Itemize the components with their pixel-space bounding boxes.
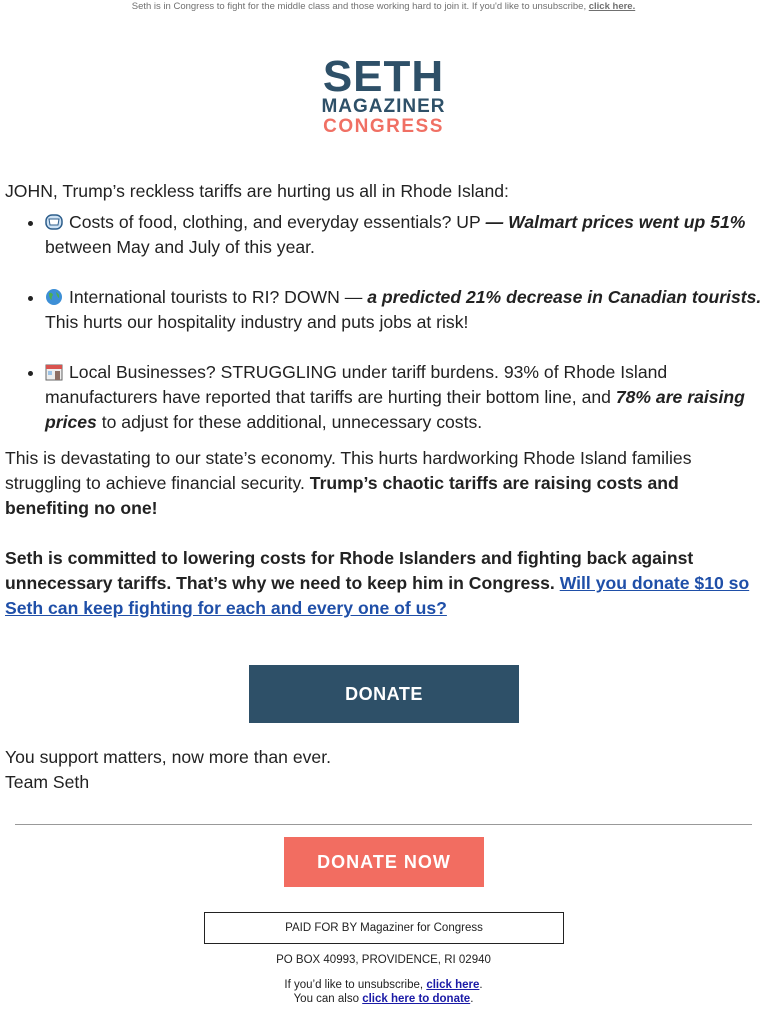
bullet-1-text: Costs of food, clothing, and everyday essentials? UP <box>69 212 481 232</box>
email-body <box>5 179 765 646</box>
paragraph-economy-bold: Trump’s chaotic tariffs are raising costs and benefiting no one! <box>5 473 679 518</box>
logo-congress: CONGRESS <box>323 116 444 137</box>
list-item <box>45 210 765 260</box>
bullet-list <box>5 210 765 435</box>
preheader <box>0 0 767 15</box>
footer-unsubscribe-line: If you’d like to unsubscribe, click here. <box>284 979 483 991</box>
footer-unsub-text: If you’d like to unsubscribe, <box>284 979 424 991</box>
footer-donate-line: You can also click here to donate. <box>293 993 474 1005</box>
bullet-1-post: between May and July of this year. <box>45 237 315 257</box>
donate-now-button[interactable]: DONATE NOW <box>284 837 484 887</box>
closing-line: You support matters, now more than ever. <box>5 747 331 767</box>
globe-icon <box>45 288 63 306</box>
logo-seth: SETH <box>322 52 445 101</box>
footer <box>0 978 767 1006</box>
bullet-1-bold: — Walmart prices went up 51% <box>480 212 746 232</box>
bullet-3-text: Local Businesses? STRUGGLING under tariff burdens. 93% of Rhode Island manufacturers have reported that tariffs are hurting their bottom line, and <box>45 362 668 407</box>
preheader-text: Seth is in Congress to fight for the middle class and those working hard to join it. If you'd like to unsubscribe, <box>131 1 587 12</box>
bullet-2-text: International tourists to RI? DOWN — <box>69 287 368 307</box>
paragraph-economy <box>5 446 765 521</box>
donate-ask-link[interactable]: Will you donate $10 so Seth can keep fighting for each and every one of us? <box>5 573 750 618</box>
bullet-3-bold: 78% are raising prices <box>45 387 745 432</box>
logo-magaziner: MAGAZINER <box>321 96 446 117</box>
preheader-unsubscribe-link[interactable]: click here. <box>588 1 636 12</box>
shopping-cart-icon <box>45 213 63 231</box>
bullet-2-post: This hurts our hospitality industry and puts jobs at risk! <box>45 312 469 332</box>
divider <box>15 824 752 825</box>
footer-donate-text: You can also <box>293 993 359 1005</box>
signature: Team Seth <box>5 772 90 792</box>
list-item <box>45 285 765 335</box>
footer-unsubscribe-link[interactable]: click here <box>426 979 480 991</box>
donate-button[interactable]: DONATE <box>249 665 519 723</box>
paragraph-ask-bold: Seth is committed to lowering costs for Rhode Islanders and fighting back against unnecessary tariffs. That’s why we need to keep him in Congress. <box>5 548 694 593</box>
greeting: JOHN, Trump’s reckless tariffs are hurting us all in Rhode Island: <box>5 181 509 201</box>
closing <box>5 745 331 795</box>
paragraph-economy-text: This is devastating to our state’s economy. This hurts hardworking Rhode Island families struggling to achieve financial security. <box>5 448 692 493</box>
paid-for-disclaimer: PAID FOR BY Magaziner for Congress <box>204 912 564 944</box>
footer-donate-link[interactable]: click here to donate <box>362 993 471 1005</box>
mailing-address: PO BOX 40993, PROVIDENCE, RI 02940 <box>276 954 491 966</box>
bullet-3-post: to adjust for these additional, unnecessary costs. <box>96 412 483 432</box>
store-icon <box>45 363 63 381</box>
bullet-2-bold: a predicted 21% decrease in Canadian tourists. <box>367 287 762 307</box>
paragraph-ask <box>5 546 765 621</box>
seth-magaziner-logo <box>0 52 767 137</box>
list-item <box>45 360 765 435</box>
